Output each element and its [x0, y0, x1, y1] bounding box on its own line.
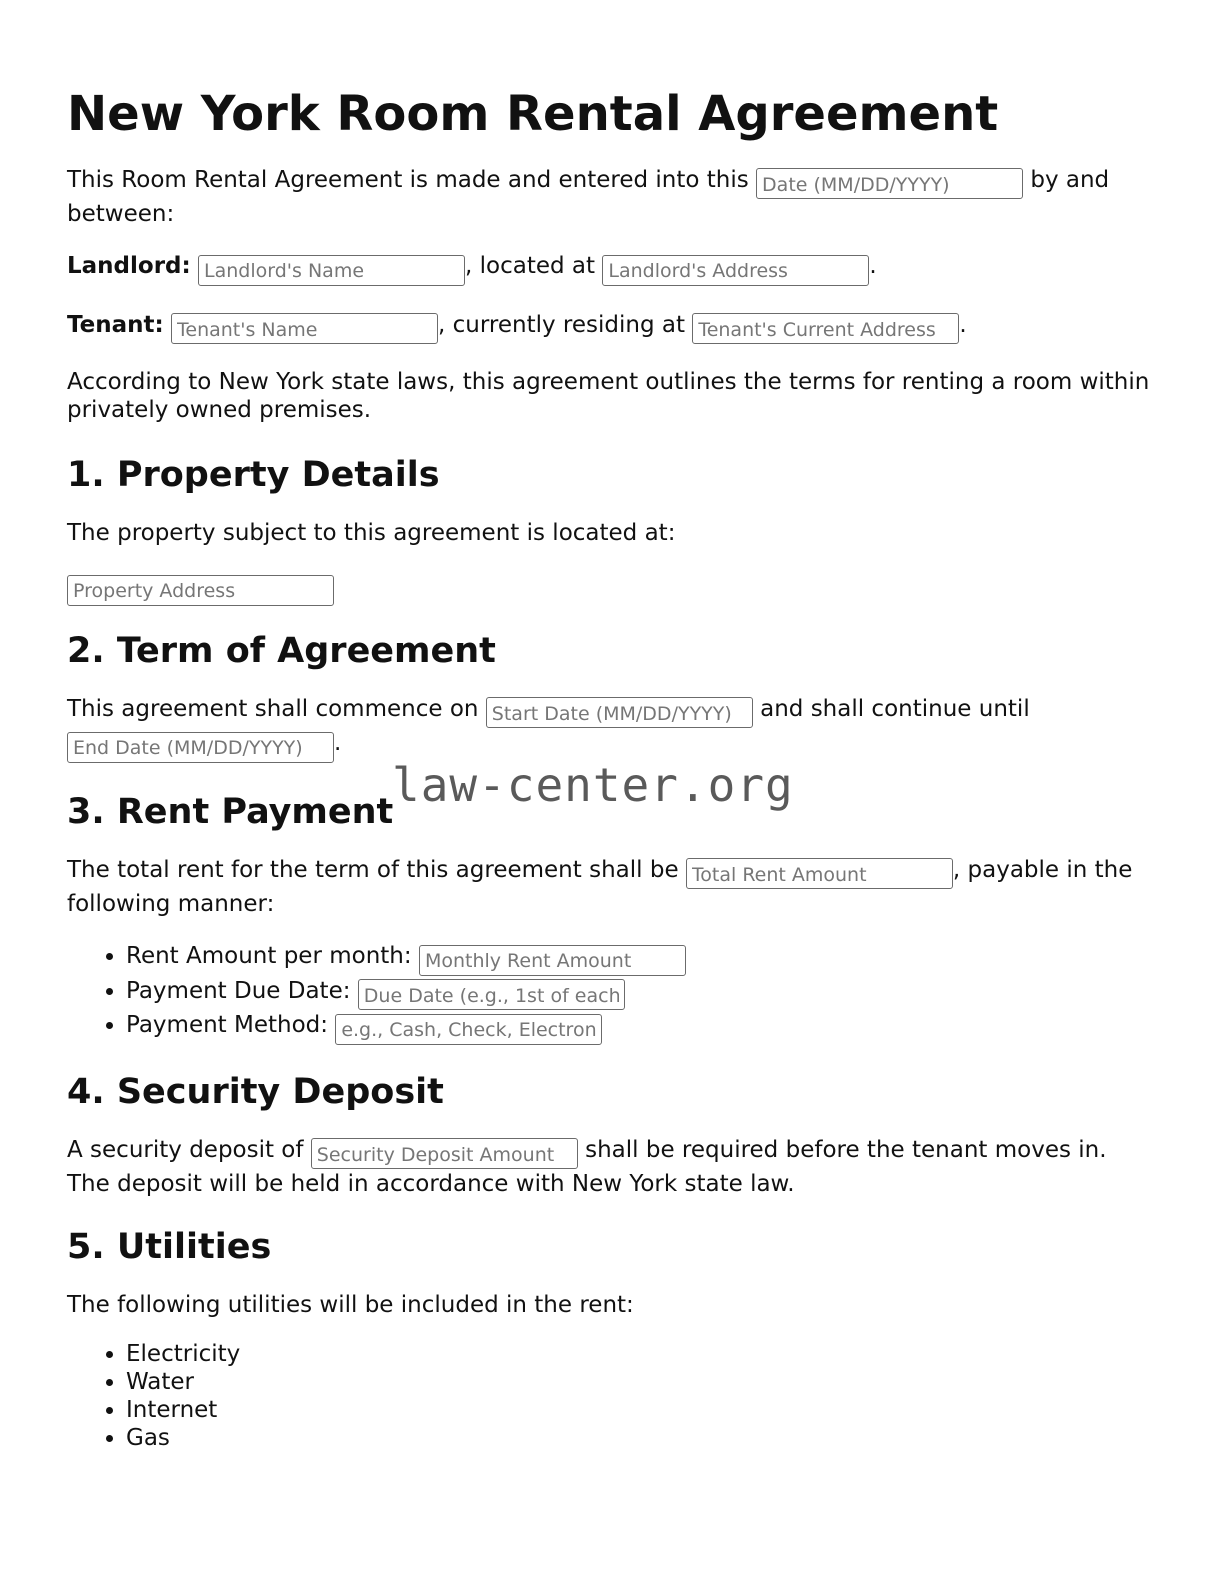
preamble-paragraph: According to New York state laws, this agreement outlines the terms for renting a room within privately owned premises. [67, 369, 1150, 424]
term-paragraph [67, 694, 1152, 763]
due-date-label: Payment Due Date: [126, 977, 351, 1004]
tenant-address-field[interactable] [692, 313, 959, 344]
section-heading-rent: 3. Rent Payment [67, 791, 394, 832]
term-end-period: . [334, 730, 342, 757]
intro-text-before: This Room Rental Agreement is made and entered into this [67, 166, 749, 193]
section-heading-property: 1. Property Details [67, 455, 440, 496]
landlord-line [67, 251, 1152, 286]
list-item-payment-method [126, 1010, 1152, 1045]
property-address-line [67, 571, 1152, 606]
list-item: • Water [126, 1368, 1152, 1396]
security-deposit-field[interactable] [311, 1138, 578, 1169]
tenant-line [67, 310, 1152, 345]
utilities-list [67, 1340, 1152, 1452]
section-heading-term: 2. Term of Agreement [67, 630, 496, 671]
payment-method-label: Payment Method: [126, 1012, 329, 1039]
rent-text-before: The total rent for the term of this agreement shall be [67, 856, 679, 883]
term-text-before: This agreement shall commence on [67, 695, 479, 722]
section-heading-utilities: 5. Utilities [67, 1227, 272, 1268]
term-text-middle: and shall continue until [760, 695, 1030, 722]
tenant-label: Tenant: [67, 311, 164, 338]
watermark-text: law-center.org [392, 758, 794, 812]
list-item: • Electricity [126, 1340, 1152, 1368]
property-text: The property subject to this agreement is located at: [67, 520, 676, 547]
landlord-name-field[interactable] [198, 255, 465, 286]
tenant-name-field[interactable] [171, 313, 438, 344]
landlord-label: Landlord: [67, 253, 191, 280]
intro-text-after: by and between: [67, 166, 1110, 228]
property-address-field[interactable] [67, 575, 334, 606]
deposit-text-after: shall be required before the tenant moves in. The deposit will be held in accordance with New York state law. [67, 1136, 1107, 1198]
start-date-field[interactable] [486, 697, 753, 728]
due-date-field[interactable] [358, 979, 625, 1010]
list-item: • Gas [126, 1424, 1152, 1452]
document [67, 0, 1152, 1452]
tenant-residing-text: , currently residing at [438, 311, 685, 338]
end-date-field[interactable] [67, 732, 334, 763]
deposit-text-before: A security deposit of [67, 1136, 304, 1163]
list-item: • Internet [126, 1396, 1152, 1424]
section-heading-deposit: 4. Security Deposit [67, 1071, 444, 1112]
landlord-located-text: , located at [465, 253, 596, 280]
rent-paragraph [67, 855, 1152, 921]
landlord-address-field[interactable] [602, 255, 869, 286]
tenant-end-period: . [959, 311, 967, 338]
total-rent-field[interactable] [686, 858, 953, 889]
page-title: New York Room Rental Agreement [67, 86, 999, 142]
monthly-rent-label: Rent Amount per month: [126, 943, 412, 970]
payment-method-field[interactable] [335, 1014, 602, 1045]
utilities-text: The following utilities will be included in the rent: [67, 1292, 634, 1319]
rent-terms-list [67, 941, 1152, 1045]
landlord-end-period: . [869, 253, 877, 280]
intro-paragraph [67, 165, 1152, 231]
deposit-paragraph [67, 1135, 1152, 1201]
list-item-monthly-rent [126, 941, 1152, 976]
monthly-rent-field[interactable] [419, 945, 686, 976]
rent-text-after: , payable in the following manner: [67, 856, 1133, 918]
list-item-due-date [126, 976, 1152, 1011]
agreement-date-field[interactable] [756, 168, 1023, 199]
